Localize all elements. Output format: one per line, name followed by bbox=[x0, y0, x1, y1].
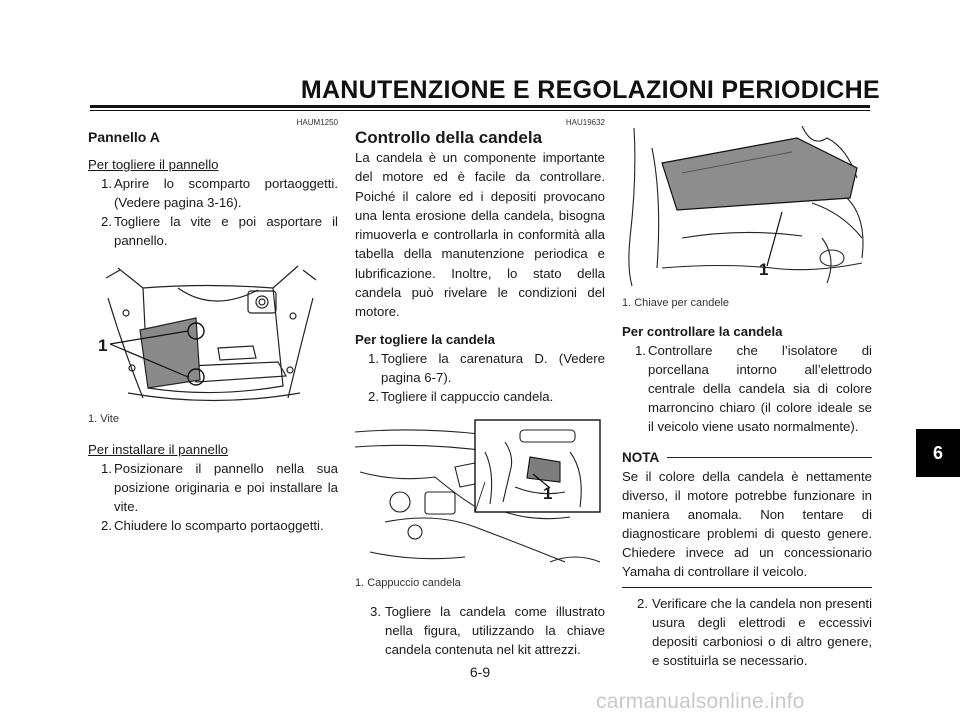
figure-caption: 1. Vite bbox=[88, 413, 119, 425]
check-plug-title: Per controllare la candela bbox=[622, 324, 783, 339]
list-item: 1. Togliere la carenatura D. (Vedere pagina 6-7). bbox=[368, 350, 605, 385]
note-rule bbox=[622, 587, 872, 588]
middle-column bbox=[355, 118, 605, 659]
list-item: 1. Aprire lo scomparto portaoggetti. (Vedere pagina 3-16). bbox=[101, 176, 338, 210]
figure-callout: 1 bbox=[98, 336, 108, 355]
remove-plug-title: Per togliere la candela bbox=[355, 331, 495, 347]
page-number: 6-9 bbox=[469, 664, 491, 680]
list-item: 2. Verificare che la candela non presenti usura degli elettrodi e eccessivi depositi carboniosi o di altro genere, e sostituirla se necessario. bbox=[637, 596, 872, 668]
list-item: 2. Chiudere lo scomparto portaoggetti. bbox=[101, 518, 324, 533]
note-text: Se il colore della candela è nettamente diverso, il motore potrebbe funzionare in maniera anomala. Non tentare di diagnosticare problemi di questo genere. Chiedere invece ad un concessionario Yamaha di controllare il veicolo. bbox=[622, 469, 872, 579]
figure-caption: 1. Cappuccio candela bbox=[355, 576, 461, 589]
install-panel-title: Per installare il pannello bbox=[88, 442, 229, 457]
section-heading: Controllo della candela bbox=[355, 128, 543, 147]
panel-a-figure bbox=[88, 258, 338, 406]
section-code: HAU19632 bbox=[565, 118, 605, 127]
header-rule bbox=[90, 105, 870, 108]
watermark: carmanualsonline.info bbox=[596, 690, 805, 713]
figure-caption: 1. Chiave per candele bbox=[622, 297, 730, 309]
list-item: 1. Controllare che l’isolatore di porcellana intorno all’elettrodo centrale della candela sia di colore marroncino chiaro (il colore ideale se il veicolo viene usato normalmente). bbox=[635, 343, 872, 434]
spark-plug-wrench-figure bbox=[622, 118, 872, 288]
section-code: HAUM1250 bbox=[296, 118, 338, 127]
remove-panel-title: Per togliere il pannello bbox=[88, 157, 219, 172]
list-item: 1. Posizionare il pannello nella sua posizione originaria e poi installare la vite. bbox=[101, 461, 338, 514]
intro-paragraph: La candela è un componente importante del motore ed è facile da controllare. Poiché il calore ed i depositi provocano una lenta erosione della candela, bisogna rimuoverla e controllarla in conformità alla tabella della manutenzione periodica e lubrificazione. Inoltre, lo stato della candela può rivelare le condizioni del motore. bbox=[355, 150, 605, 320]
list-item: 2. Togliere la vite e poi asportare il pannello. bbox=[101, 214, 338, 248]
figure-callout: 1 bbox=[543, 483, 553, 503]
right-column bbox=[622, 118, 872, 670]
list-item: 2. Togliere il cappuccio candela. bbox=[368, 388, 554, 404]
header-rule-thin bbox=[90, 110, 870, 111]
left-column bbox=[88, 118, 338, 535]
page-header-title: MANUTENZIONE E REGOLAZIONI PERIODICHE bbox=[300, 76, 880, 104]
figure-callout: 1 bbox=[759, 260, 769, 279]
plug-cap-figure bbox=[355, 412, 605, 572]
note-heading: NOTA bbox=[622, 448, 872, 467]
section-heading: Pannello A bbox=[88, 129, 160, 145]
list-item: 3. Togliere la candela come illustrato nella figura, utilizzando la chiave candela contenuta nel kit attrezzi. bbox=[370, 603, 605, 657]
chapter-tab: 6 bbox=[916, 429, 960, 477]
